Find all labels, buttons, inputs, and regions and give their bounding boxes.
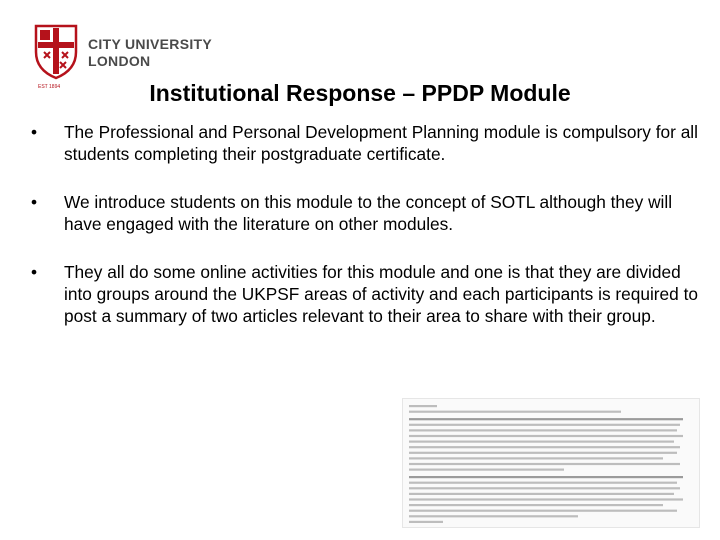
university-name [88, 36, 212, 70]
slide-title: Institutional Response – PPDP Module [149, 80, 571, 106]
bullet-marker: • [31, 262, 38, 282]
bullet-text: The Professional and Personal Development Planning module is compulsory for all students completing their postgraduate certificate. [64, 122, 698, 164]
document-text-line [409, 446, 680, 448]
bullet-list [30, 121, 710, 327]
document-text-line [409, 457, 663, 459]
document-text-line [409, 521, 443, 523]
document-text-line [409, 504, 663, 506]
document-text-line [409, 487, 680, 489]
bullet-item [30, 121, 710, 165]
document-text-line [409, 482, 677, 484]
bullet-marker: • [31, 122, 38, 142]
document-text-line [409, 493, 674, 495]
document-text-line [409, 452, 677, 454]
document-text-line [409, 510, 677, 512]
document-screenshot [402, 398, 700, 528]
document-text-line [409, 429, 677, 431]
document-text-lines-image [403, 399, 699, 527]
document-text-line [409, 418, 683, 420]
logo-line1: CITY UNIVERSITY [88, 36, 213, 52]
bullet-text: We introduce students on this module to the concept of SOTL although they will have engaged with the literature on other modules. [64, 192, 673, 234]
bullet-marker: • [31, 192, 38, 212]
bullet-text: They all do some online activities for this module and one is that they are divided into groups around the UKPSF areas of activity and each participants is required to post a summary of two articles relevant to their area to share with their group. [64, 262, 698, 326]
document-text-line [409, 476, 683, 478]
document-text-line [409, 411, 621, 413]
document-text-line [409, 515, 578, 517]
document-text-line [409, 435, 683, 437]
bullet-item [30, 261, 710, 327]
logo-est: EST 1894 [38, 84, 61, 90]
bullet-item [30, 191, 710, 235]
document-text-line [409, 498, 683, 500]
document-text-line [409, 424, 680, 426]
logo-line2: LONDON [88, 53, 151, 69]
city-university-logo [30, 22, 230, 90]
document-text-line [409, 469, 564, 471]
document-text-line [409, 405, 437, 407]
crest-icon [30, 22, 82, 80]
document-text-line [409, 463, 680, 465]
document-text-line [409, 441, 674, 443]
